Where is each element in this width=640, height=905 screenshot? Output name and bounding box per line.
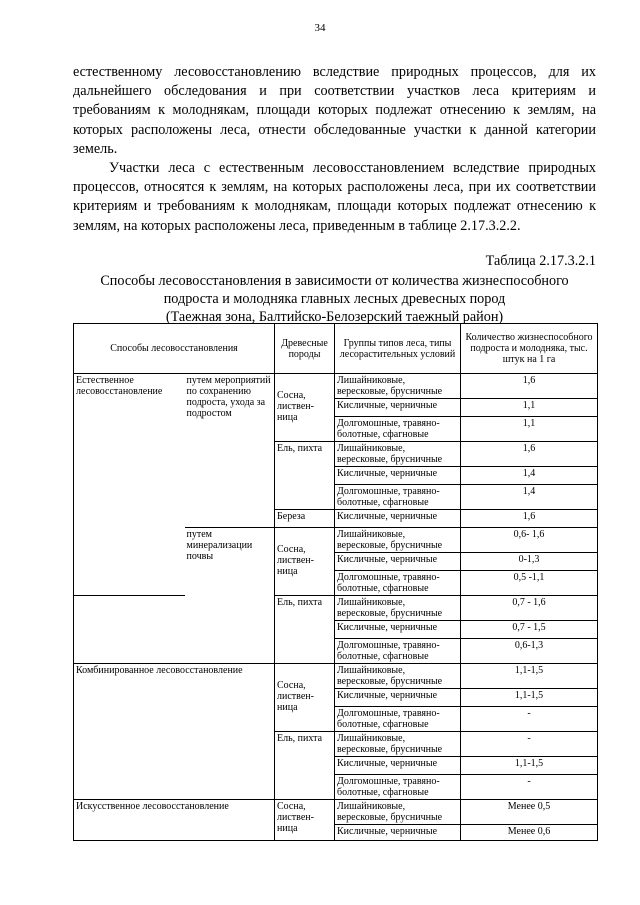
value-cell: Менее 0,6 [461,825,598,841]
lesovosstanovlenie-table [73,323,598,841]
value-cell: 1,6 [461,442,598,467]
table-row [74,664,598,689]
value-cell: Менее 0,5 [461,800,598,825]
table-row [74,374,598,399]
group-lichen: Лишайниковые, вересковые, брусничные [335,664,461,689]
caption-line-1: Способы лесовосстановления в зависимости от количества жизнеспособного [100,273,569,289]
group-lichen: Лишайниковые, вересковые, брусничные [335,732,461,757]
table-label: Таблица 2.17.3.2.1 [485,253,596,269]
species-spruce-fir-1: Ель, пихта [275,442,335,510]
group-oxalis: Кисличные, черничные [335,621,461,639]
group-lichen: Лишайниковые, вересковые, брусничные [335,596,461,621]
method-combined: Комбинированное лесовосстановление [74,664,275,800]
group-moss: Долгомошные, травяно- болотные, сфагновые [335,571,461,596]
species-birch: Береза [275,510,335,528]
group-moss: Долгомошные, травяно- болотные, сфагновые [335,485,461,510]
caption-line-3: (Таежная зона, Балтийско-Белозерский таежный район) [165,309,504,325]
value-cell: 1,6 [461,374,598,399]
species-pine-larch-3: Сосна, листвен- ница [275,664,335,732]
group-oxalis: Кисличные, черничные [335,825,461,841]
paragraph-1: естественному лесовосстановлению вследствие природных процессов, для их дальнейшего обследования и при соответствии участков леса критериям и требованиям к молоднякам, площади которых подлежат отнесению к землям, на которых расположены леса, отнести обследованные участки к данной категории земель. [73,64,596,157]
value-cell: - [461,707,598,732]
group-moss: Долгомошные, травяно- болотные, сфагновые [335,775,461,800]
group-lichen: Лишайниковые, вересковые, брусничные [335,800,461,825]
species-spruce-fir-3: Ель, пихта [275,732,335,800]
group-lichen: Лишайниковые, вересковые, брусничные [335,528,461,553]
value-cell: 1,1 [461,399,598,417]
value-cell: 1,6 [461,510,598,528]
species-pine-larch-1: Сосна, листвен- ница [275,374,335,442]
method-artificial: Искусственное лесовосстановление [74,800,275,841]
value-cell: 0,6- 1,6 [461,528,598,553]
group-oxalis: Кисличные, черничные [335,689,461,707]
table-header-row [74,324,598,374]
value-cell: 0,7 - 1,6 [461,596,598,621]
value-cell: 1,4 [461,467,598,485]
value-cell: - [461,775,598,800]
header-forest-groups: Группы типов леса, типы лесорастительных условий [335,324,461,374]
header-species: Древесные породы [275,324,335,374]
value-cell: 1,1-1,5 [461,689,598,707]
group-moss: Долгомошные, травяно- болотные, сфагновые [335,417,461,442]
caption-line-2: подроста и молодняка главных лесных древесных пород [163,291,506,307]
page-number: 34 [314,22,326,34]
value-cell: 0,6-1,3 [461,639,598,664]
value-cell: 0,7 - 1,5 [461,621,598,639]
table-caption [73,272,596,326]
species-pine-larch-4: Сосна, листвен- ница [275,800,335,841]
group-lichen: Лишайниковые, вересковые, брусничные [335,442,461,467]
group-oxalis: Кисличные, черничные [335,757,461,775]
header-methods: Способы лесовосстановления [74,324,275,374]
header-quantity: Количество жизнеспособного подроста и молодняка, тыс. штук на 1 га [461,324,598,374]
method-natural: Естественное лесовосстановление [74,374,185,596]
group-moss: Долгомошные, травяно- болотные, сфагновые [335,639,461,664]
group-lichen: Лишайниковые, вересковые, брусничные [335,374,461,399]
value-cell: 0,5 -1,1 [461,571,598,596]
method-natural-sub1: путем мероприятий по сохранению подроста, ухода за подростом [185,374,275,528]
value-cell: 1,1-1,5 [461,757,598,775]
species-pine-larch-2: Сосна, листвен- ница [275,528,335,596]
method-natural-sub2: путем минерализации почвы [185,528,275,664]
species-spruce-fir-2: Ель, пихта [275,596,335,664]
value-cell: 1,4 [461,485,598,510]
group-oxalis: Кисличные, черничные [335,467,461,485]
group-oxalis: Кисличные, черничные [335,399,461,417]
group-moss: Долгомошные, травяно- болотные, сфагновые [335,707,461,732]
table-row [74,596,598,621]
paragraph-2: Участки леса с естественным лесовосстановлением вследствие природных процессов, относятся к землям, на которых расположены леса, при их соответствии критериям и требованиям к молоднякам, площади которых подлежат отнесению к землям, на которых расположены леса, приведенным в таблице 2.17.3.2.2. [73,160,596,234]
value-cell: 1,1-1,5 [461,664,598,689]
value-cell: - [461,732,598,757]
method-natural-continued [74,596,185,664]
table-row [74,800,598,825]
group-oxalis: Кисличные, черничные [335,510,461,528]
value-cell: 1,1 [461,417,598,442]
value-cell: 0-1,3 [461,553,598,571]
group-oxalis: Кисличные, черничные [335,553,461,571]
